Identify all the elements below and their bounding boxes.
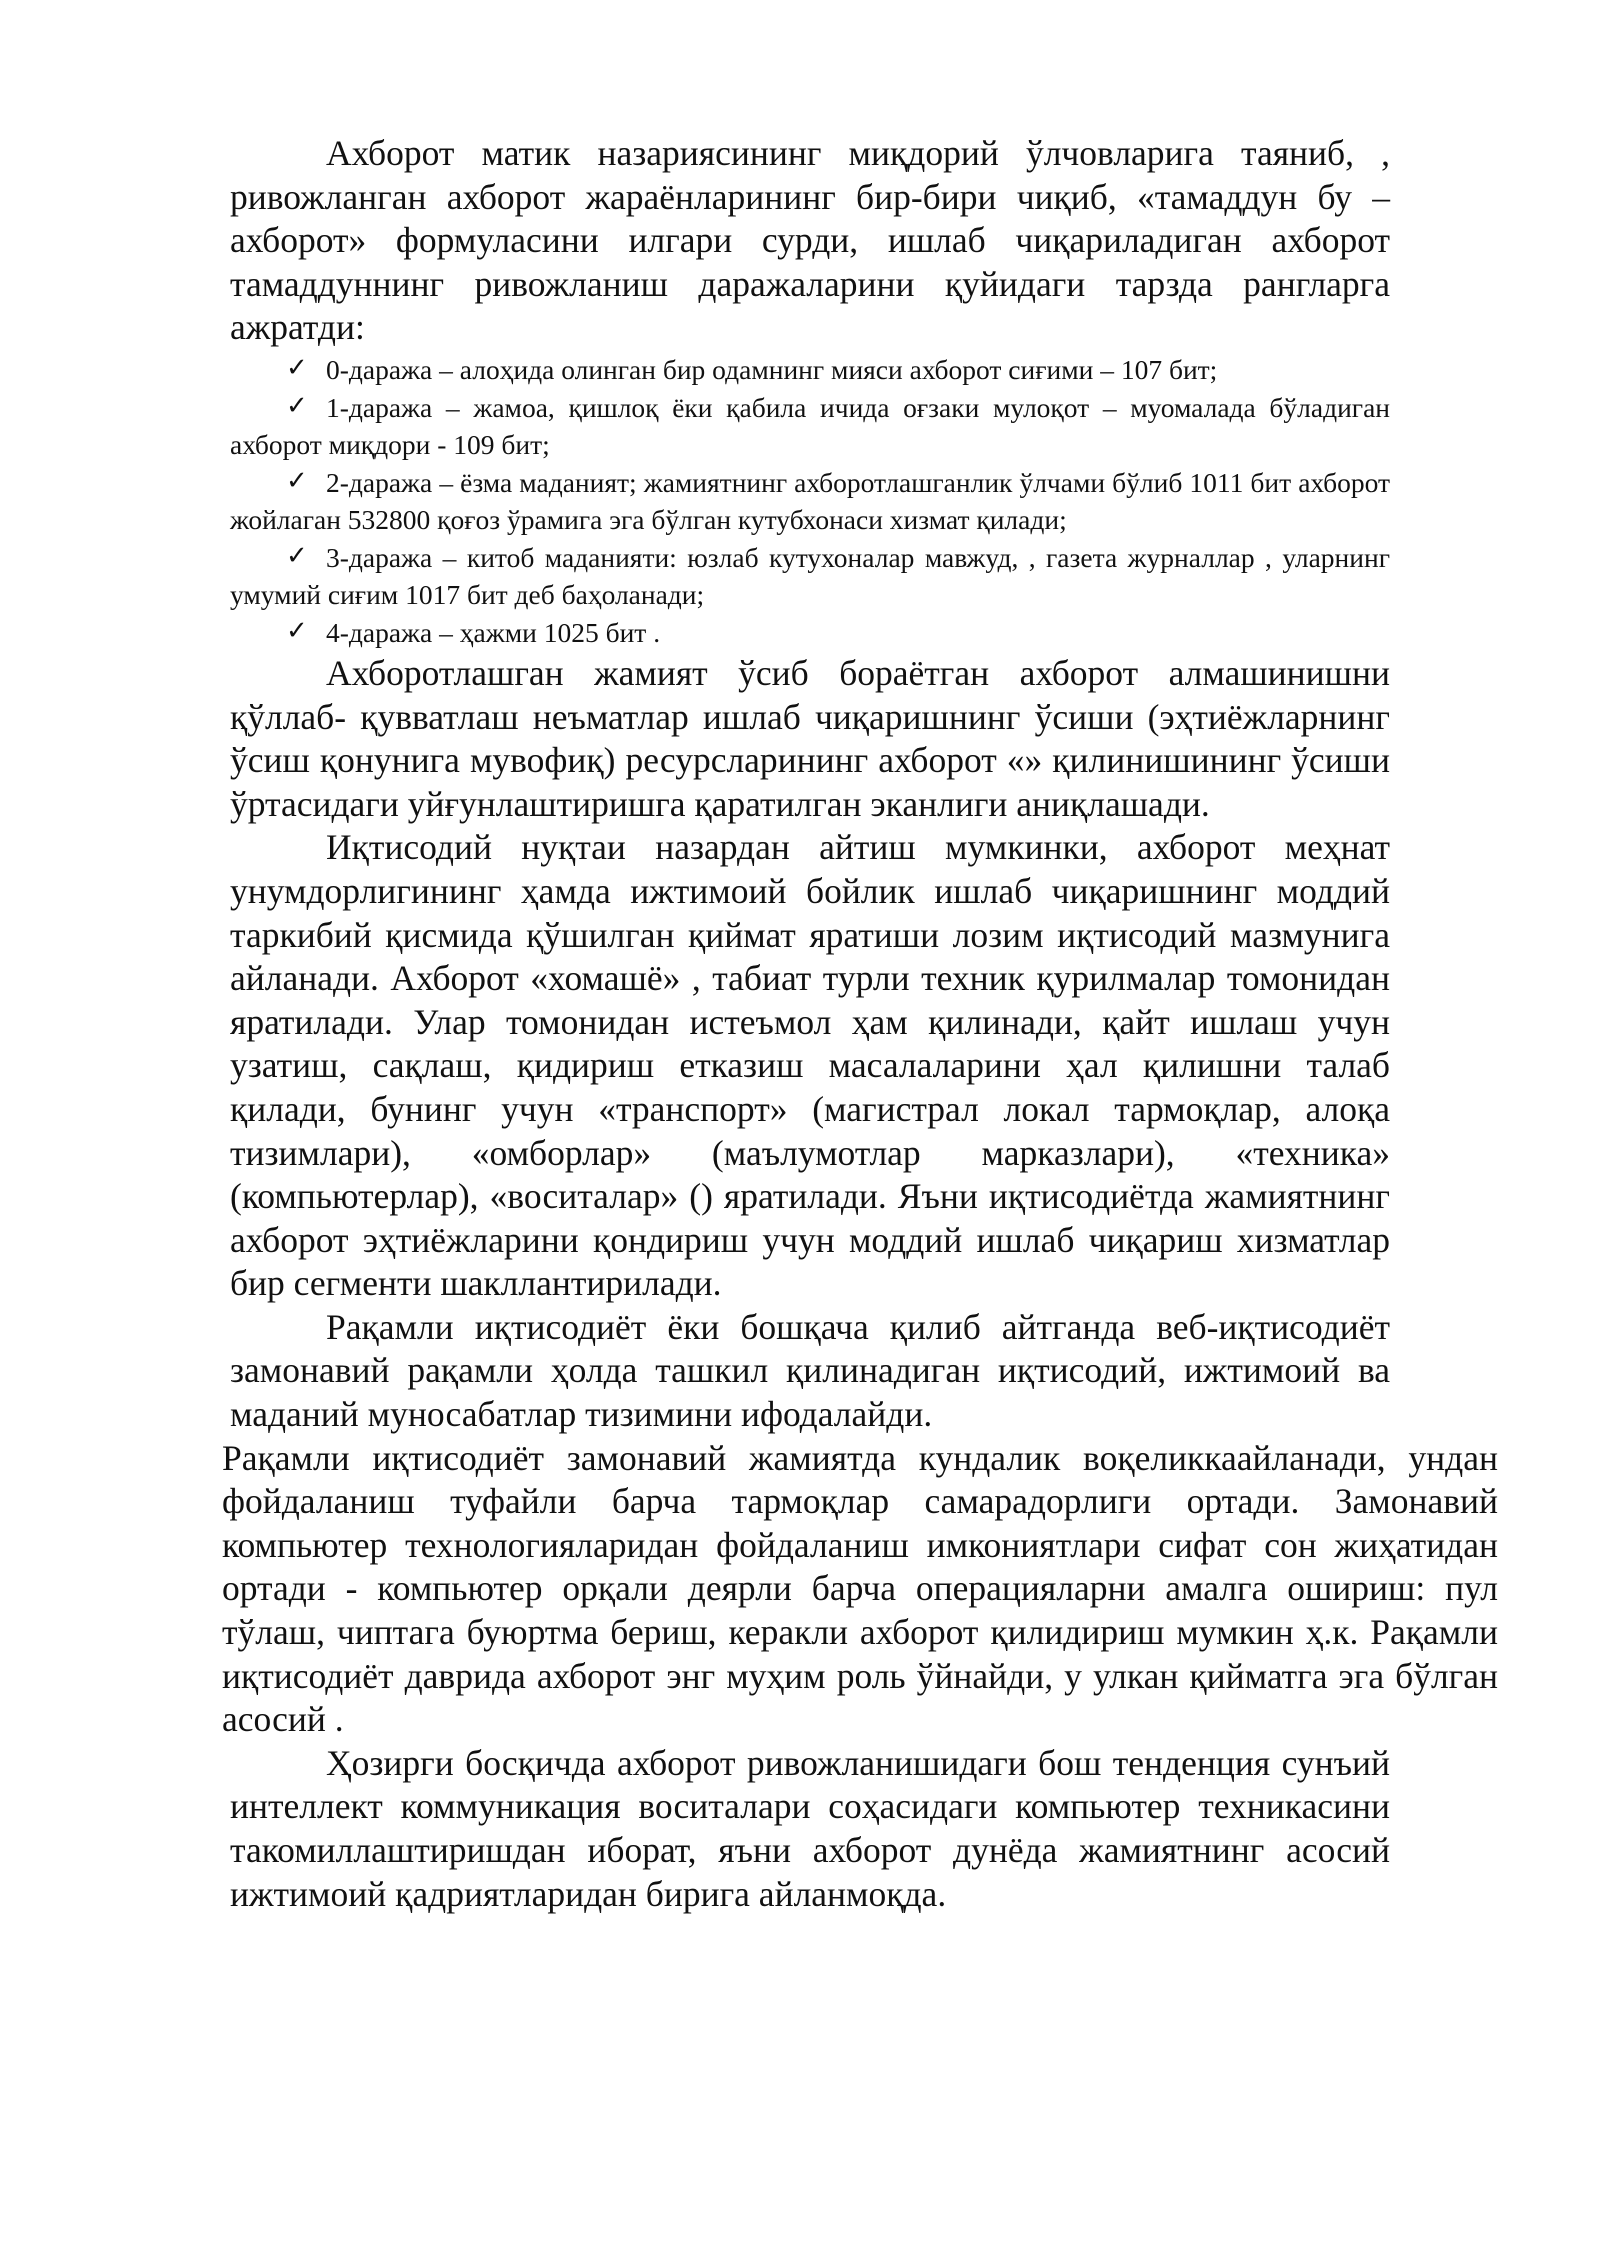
paragraph-economic-view: Иқтисодий нуқтаи назардан айтиш мумкинки, ахборот меҳнат унумдорлигининг ҳамда ижтимоий бойлик ишлаб чиқаришнинг моддий таркибий қисмида қўшилган қиймат яратиши лозим иқтисодий мазмунига айланади. Ахборот «хомашё» , табиат турли техник қурилмалар томонидан яратилади. Улар томонидан истеъмол ҳам қилинади, қайт ишлаш учун узатиш, сақлаш, қидириш етказиш масалаларини ҳал қилишни талаб қилади, бунинг учун «транспорт» (магистрал локал тармоқлар, алоқа тизимлари), «омборлар» (маълумотлар марказлари), «техника» (компьютерлар), «воситалар» () яратилади. Яъни иқтисодиётда жамиятнинг ахборот эҳтиёжларини қондириш учун моддий ишлаб чиқариш хизматлар бир сегменти шакллантирилади. <box>230 827 1390 1304</box>
list-item-text: 2-даража – ёзма маданият; жамиятнинг ахборотлашганлик ўлчами бўлиб 1011 бит ахборот жойлаган 532800 қоғоз ўрамига эга бўлган кутубхонаси хизмат қилади; <box>230 467 1390 535</box>
list-item <box>230 388 1390 463</box>
list-item-text: 4-даража – ҳажми 1025 бит . <box>326 617 661 649</box>
paragraph-current-stage: Ҳозирги босқичда ахборот ривожланишидаги бош тенденция сунъий интеллект коммуникация воситалари соҳасидаги компьютер техникасини такомиллаштиришдан иборат, яъни ахборот дунёда жамиятнинг асосий ижтимоий қадриятларидан бирига айланмоқда. <box>230 1742 1390 1914</box>
checkmark-icon: ✓ <box>286 352 308 383</box>
levels-list <box>230 350 1390 652</box>
paragraph-digital-economy-reality: Рақамли иқтисодиёт замонавий жамиятда кундалик воқеликкаайланади, ундан фойдаланиш туфайли барча тармоқлар самарадорлиги ортади. Замонавий компьютер технологияларидан фойдаланиш имкониятлари сифат сон жиҳатидан ортади - компьютер орқали деярли барча операцияларни амалга ошириш: пул тўлаш, чиптага буюртма бериш, керакли ахборот қилидириш мумкин ҳ.к. Рақамли иқтисодиёт даврида ахборот энг муҳим роль ўйнайди, у улкан қийматга эга бўлган асосий . <box>222 1437 1498 1740</box>
list-item-text: 0-даража – алоҳида олинган бир одамнинг мияси ахборот сиғими – 107 бит; <box>326 353 1218 385</box>
list-item <box>230 538 1390 613</box>
paragraph-intro: Ахборот матик назариясининг миқдорий ўлчовларига таяниб, , ривожланган ахборот жараёнларининг бир-бири чиқиб, «тамаддун бу – ахборот» формуласини илгари сурди, ишлаб чиқариладиган ахборот тамаддуннинг ривожланиш даражаларини қуйидаги тарзда рангларга ажратди: <box>230 133 1390 348</box>
checkmark-icon: ✓ <box>286 616 308 647</box>
paragraph-digital-economy-definition: Рақамли иқтисодиёт ёки бошқача қилиб айтганда веб-иқтисодиёт замонавий рақамли ҳолда ташкил қилинадиган иқтисодий, ижтимоий ва маданий муносабатлар тизимини ифодалайди. <box>230 1306 1390 1435</box>
document-page <box>222 132 1498 1916</box>
list-item-text: 3-даража – китоб маданияти: юзлаб кутухоналар мавжуд, , газета журналлар , уларнинг умумий сиғим 1017 бит деб баҳоланади; <box>230 542 1390 610</box>
checkmark-icon: ✓ <box>286 541 308 572</box>
paragraph-information-society: Ахборотлашган жамият ўсиб бораётган ахборот алмашинишни қўллаб- қувватлаш неъматлар ишлаб чиқаришнинг ўсиши (эҳтиёжларнинг ўсиш қонунига мувофиқ) ресурсларининг ахборот «» қилинишининг ўсиши ўртасидаги уйғунлаштиришга қаратилган эканлиги аниқлашади. <box>230 652 1390 824</box>
list-item <box>230 463 1390 538</box>
checkmark-icon: ✓ <box>286 466 308 497</box>
list-item-text: 1-даража – жамоа, қишлоқ ёки қабила ичида оғзаки мулоқот – муомалада бўладиган ахборот миқдори - 109 бит; <box>230 392 1390 460</box>
checkmark-icon: ✓ <box>286 391 308 422</box>
list-item <box>230 350 1390 389</box>
list-item <box>230 613 1390 652</box>
